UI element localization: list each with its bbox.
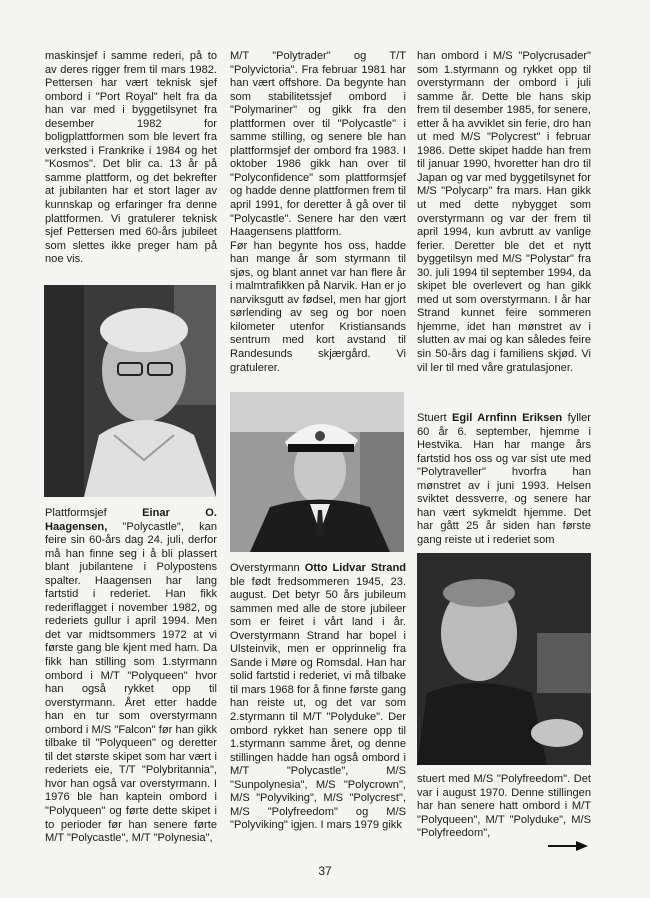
caption-prefix: Plattformsjef: [45, 507, 143, 519]
column-3-bottom-paragraph: [417, 773, 591, 841]
column-1-top-paragraph: [45, 50, 217, 267]
name-haagensen: Einar O. Haagensen,: [45, 507, 217, 533]
column-3-top-paragraph: [417, 50, 591, 375]
paragraph-haagensen-history: Før han begynte hos oss, hadde han mange år som styrmann til sjøs, og blant annet var han flere år i malmtrafikken på Narvik. Han er jo narviksgutt av fødsel, men har gjort sørlending av seg og bor noen kilometer utenfor Kristiansands sentrum med kort avstand til Randesunds skjærgård. Vi gratulerer.: [230, 239, 406, 374]
paragraph-strand: [230, 562, 406, 833]
photo-haagensen: [44, 285, 216, 497]
strand-text: ble født fredsommeren 1945, 23. august. Det betyr 50 års jubileum sammen med alle de store jubileer som er feiret i vårt land i år. Overstyrmann Strand har bopel i Ulsteinvik, men er opprinnelig fra Sande i Møre og Romsdal. Han har solid fartstid i rederiet, vi må tilbake til mars 1968 for å finne første gang han reiste ut, og det var som 2.styrmann til M/T "Polyduke". Der ombord rykket han senere opp til 1.styrmann samme året, og denne stillingen hadde han også ombord i M/T "Polycastle", M/S "Sunpolynesia", M/S "Polycrown", M/S "Polyviking", M/S "Polycrest", M/S "Polyfreedom" og M/S "Polyviking" igjen. I mars 1979 gikk: [230, 575, 406, 832]
photo-strand: [230, 392, 404, 552]
paragraph-pettersen: maskinsjef i samme rederi, på to av deres rigger frem til mars 1982. Pettersen har vært teknisk sjef ombord i "Port Royal" helt fra da han var med i byggetilsynet fra desember 1982 for boligplattformen som ble levert fra verksted i Frankrike i 1984 og het "Kosmos". Det blir ca. 13 år på samme plattform, og det bekrefter at jubilanten har et stort lager av kunnskap og erfaringer fra denne plattformen. Vi gratulerer teknisk sjef Pettersen med 60-års jubileet som slettes ikke preger ham på noe vis.: [45, 50, 217, 266]
page-number: 37: [318, 864, 332, 878]
name-eriksen: Egil Arnfinn Eriksen: [451, 412, 563, 424]
column-2-bottom-paragraph: [230, 562, 406, 833]
column-3-mid-paragraph: [417, 412, 591, 547]
paragraph-haagensen: [45, 507, 217, 846]
paragraph-eriksen: [417, 412, 591, 547]
continue-arrow-icon: [548, 840, 588, 852]
paragraph-strand-cont: han ombord i M/S "Polycrusader" som 1.styrmann og rykket opp til overstyrmann der ombord i juli samme år. Dette ble hans skip frem til desember 1985, for senere, etter å ha avviklet sin ferie, dro han ut med M/S "Polycrest" i februar 1986. Dette skipet hadde han frem til januar 1990, hvoretter han dro til Japan og var med byggetilsynet for M/S "Polycarp" fra mars. Han gikk ut med dette nybygget som overstyrmann og var der frem til april 1994, kun avbrutt av vanlige ferier. Deretter ble det et nytt byggetilsyn med M/S "Polystar" fra 30. juli 1994 til september 1994, da skipet ble overlevert og han gikk med ut som overstyrmann. I år har Strand kunnet feire sommeren hjemme, idet han mønstret av i slutten av mai og kan således feire sin 50-års dag i familiens skjød. Vi vil ler til med våre gratulasjoner.: [417, 50, 591, 374]
name-strand: Otto Lidvar Strand: [304, 562, 406, 574]
photo-eriksen: [417, 553, 591, 765]
paragraph-eriksen-cont: stuert med M/S "Polyfreedom". Det var i august 1970. Denne stillingen har han senere hatt ombord i M/T "Polyqueen", M/T "Polyduke", M/S "Polyfreedom",: [417, 773, 591, 840]
mid-prefix: Stuert: [417, 412, 452, 424]
paragraph-haagensen-cont: M/T "Polytrader" og T/T "Polyvictoria". Fra februar 1981 har han vært offshore. Da begynte han som stabilitetssjef ombord i "Polymariner" og gikk fra den plattformen over til "Polycastle" i samme stilling, og senere ble han plattformsjef der ombord fra 1983. I oktober 1986 gikk han over til "Polyconfidence" som plattformsjef og hadde denne plattformen frem til april 1991, for deretter å gå over til "Polycastle". Senere har den vært Haagensens plattform.: [230, 50, 406, 239]
column-2-top-paragraphs: [230, 50, 406, 375]
caption-prefix-strand: Overstyrmann: [230, 562, 305, 574]
eriksen-text: fyller 60 år 6. september, hjemme i Hestvika. Han har mange års fartstid hos oss og var sist ute med "Polytraveller" hvorfra han mønstret av i juni 1993. Helsen sviktet dessverre, og senere har han vært sykmeldt hjemme. Det har gått 25 år siden han første gang reiste ut i rederiet som: [417, 412, 591, 546]
column-1-bottom-paragraph: [45, 507, 217, 846]
haagensen-text: "Polycastle", kan feire sin 60-års dag 24. juli, derfor må han finne seg i å bli plassert blant jubilantene i Polypostens spalter. Haagensen har lang fartstid i rederiet. Han fikk rederiflagget i november 1982, og rederiets gullur i april 1994. Men det var midtsommers 1972 at vi første gang ble kjent med ham. Da fikk han stilling som 1.styrmann ombord i M/T "Polyqueen" hvor han også rykket opp til overstyrmann. Året etter hadde han en tur som overstyrmann ombord i M/S "Falcon" før han gikk tilbake til "Polyqueen" og deretter til det største skipet som har vært i rederiets eie, T/T "Polybritannia", hvor han også var overstyrmann. I 1976 ble han kaptein ombord i "Polyqueen" og førte dette skipet i to perioder før han senere førte M/T "Polycastle", M/T "Polynesia",: [45, 520, 217, 845]
